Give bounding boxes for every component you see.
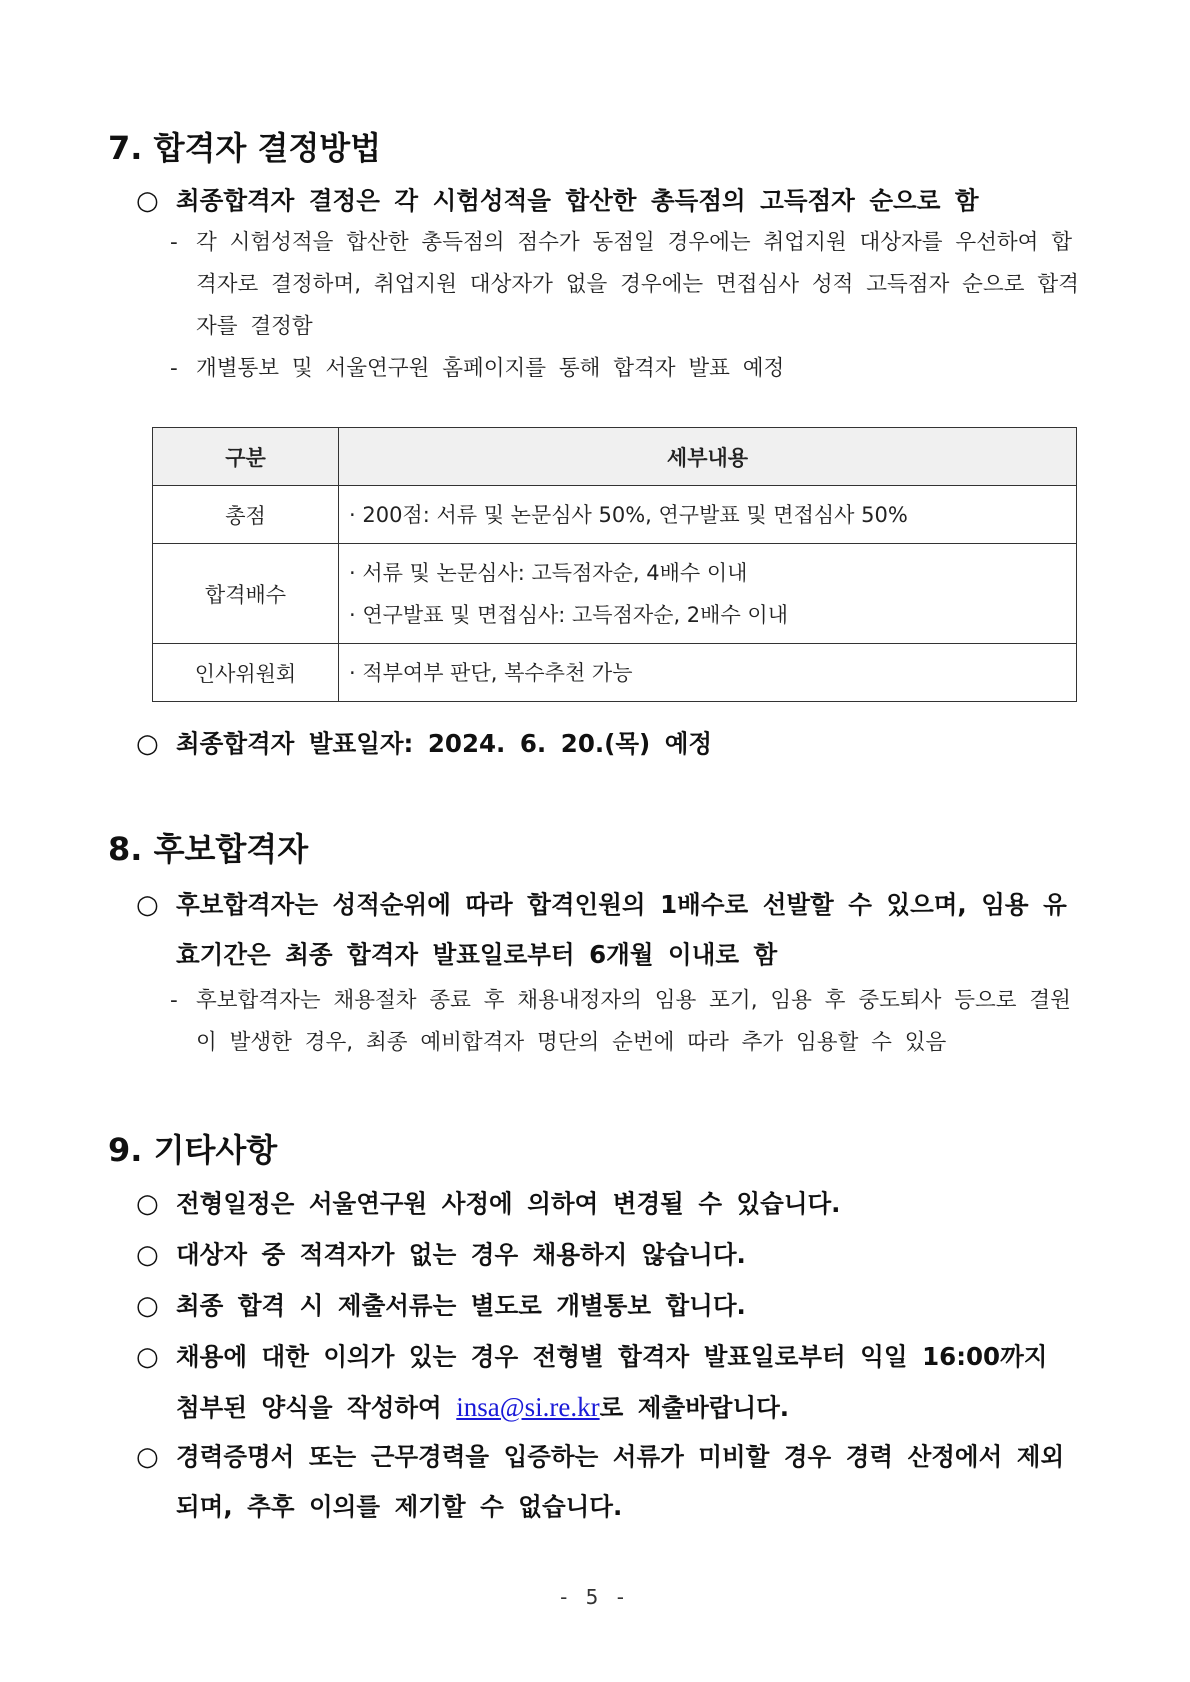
section-9-bullet-2: ○ 대상자 중 적격자가 없는 경우 채용하지 않습니다.	[136, 1230, 1080, 1280]
table-cell-detail: · 200점: 서류 및 논문심사 50%, 연구발표 및 면접심사 50%	[339, 486, 1077, 544]
section-7-sub-2: - 개별통보 및 서울연구원 홈페이지를 통해 합격자 발표 예정	[170, 348, 1082, 390]
table-cell-detail: · 서류 및 논문심사: 고득점자순, 4배수 이내 · 연구발표 및 면접심사: 고득점자순, 2배수 이내	[339, 544, 1077, 644]
circle-bullet-icon: ○	[136, 1240, 159, 1270]
table-header-detail: 세부내용	[339, 428, 1077, 486]
section-9-bullet-5: ○ 경력증명서 또는 근무경력을 입증하는 서류가 미비할 경우 경력 산정에서 제외되며, 추후 이의를 제기할 수 없습니다.	[136, 1432, 1080, 1532]
section-7-bullet-1: ○ 최종합격자 결정은 각 시험성적을 합산한 총득점의 고득점자 순으로 함	[136, 176, 1080, 226]
circle-bullet-icon: ○	[136, 1442, 159, 1472]
page-number: - 5 -	[560, 1585, 630, 1609]
section-8-title: 8. 후보합격자	[108, 830, 309, 868]
circle-bullet-icon: ○	[136, 890, 159, 920]
table-cell-category: 총점	[153, 486, 339, 544]
section-7-sub-1: - 각 시험성적을 합산한 총득점의 점수가 동점일 경우에는 취업지원 대상자를 우선하여 합격자로 결정하며, 취업지원 대상자가 없을 경우에는 면접심사 성적 고득점자 순으로 합격자를 결정함	[170, 222, 1082, 348]
dash-bullet: -	[170, 356, 178, 381]
dash-bullet: -	[170, 230, 178, 255]
section-9-bullet-3: ○ 최종 합격 시 제출서류는 별도로 개별통보 합니다.	[136, 1281, 1080, 1331]
table-header-category: 구분	[153, 428, 339, 486]
table-row	[153, 486, 1077, 544]
section-7-bullet-2: ○ 최종합격자 발표일자: 2024. 6. 20.(목) 예정	[136, 719, 1080, 769]
table-cell-category: 인사위원회	[153, 644, 339, 702]
section-8-bullet-1: ○ 후보합격자는 성적순위에 따라 합격인원의 1배수로 선발할 수 있으며, 임용 유효기간은 최종 합격자 발표일로부터 6개월 이내로 함	[136, 880, 1080, 980]
circle-bullet-icon: ○	[136, 1189, 159, 1219]
circle-bullet-icon: ○	[136, 186, 159, 216]
criteria-table	[152, 427, 1077, 702]
circle-bullet-icon: ○	[136, 1291, 159, 1321]
dash-bullet: -	[170, 988, 178, 1013]
section-9-title: 9. 기타사항	[108, 1131, 278, 1169]
table-header-row	[153, 428, 1077, 486]
section-8-sub-1: - 후보합격자는 채용절차 종료 후 채용내정자의 임용 포기, 임용 후 중도퇴사 등으로 결원이 발생한 경우, 최종 예비합격자 명단의 순번에 따라 추가 임용할 수 있음	[170, 980, 1082, 1064]
email-link[interactable]: insa@si.re.kr	[456, 1392, 600, 1422]
table-row	[153, 644, 1077, 702]
section-7-title: 7. 합격자 결정방법	[108, 129, 382, 167]
table-cell-detail: · 적부여부 판단, 복수추천 가능	[339, 644, 1077, 702]
table-cell-category: 합격배수	[153, 544, 339, 644]
table-row	[153, 544, 1077, 644]
section-9-bullet-1: ○ 전형일정은 서울연구원 사정에 의하여 변경될 수 있습니다.	[136, 1179, 1080, 1229]
section-9-bullet-4: ○ 채용에 대한 이의가 있는 경우 전형별 합격자 발표일로부터 익일 16:00까지 첨부된 양식을 작성하여 insa@si.re.kr로 제출바랍니다.	[136, 1332, 1080, 1433]
circle-bullet-icon: ○	[136, 729, 159, 759]
circle-bullet-icon: ○	[136, 1342, 159, 1372]
